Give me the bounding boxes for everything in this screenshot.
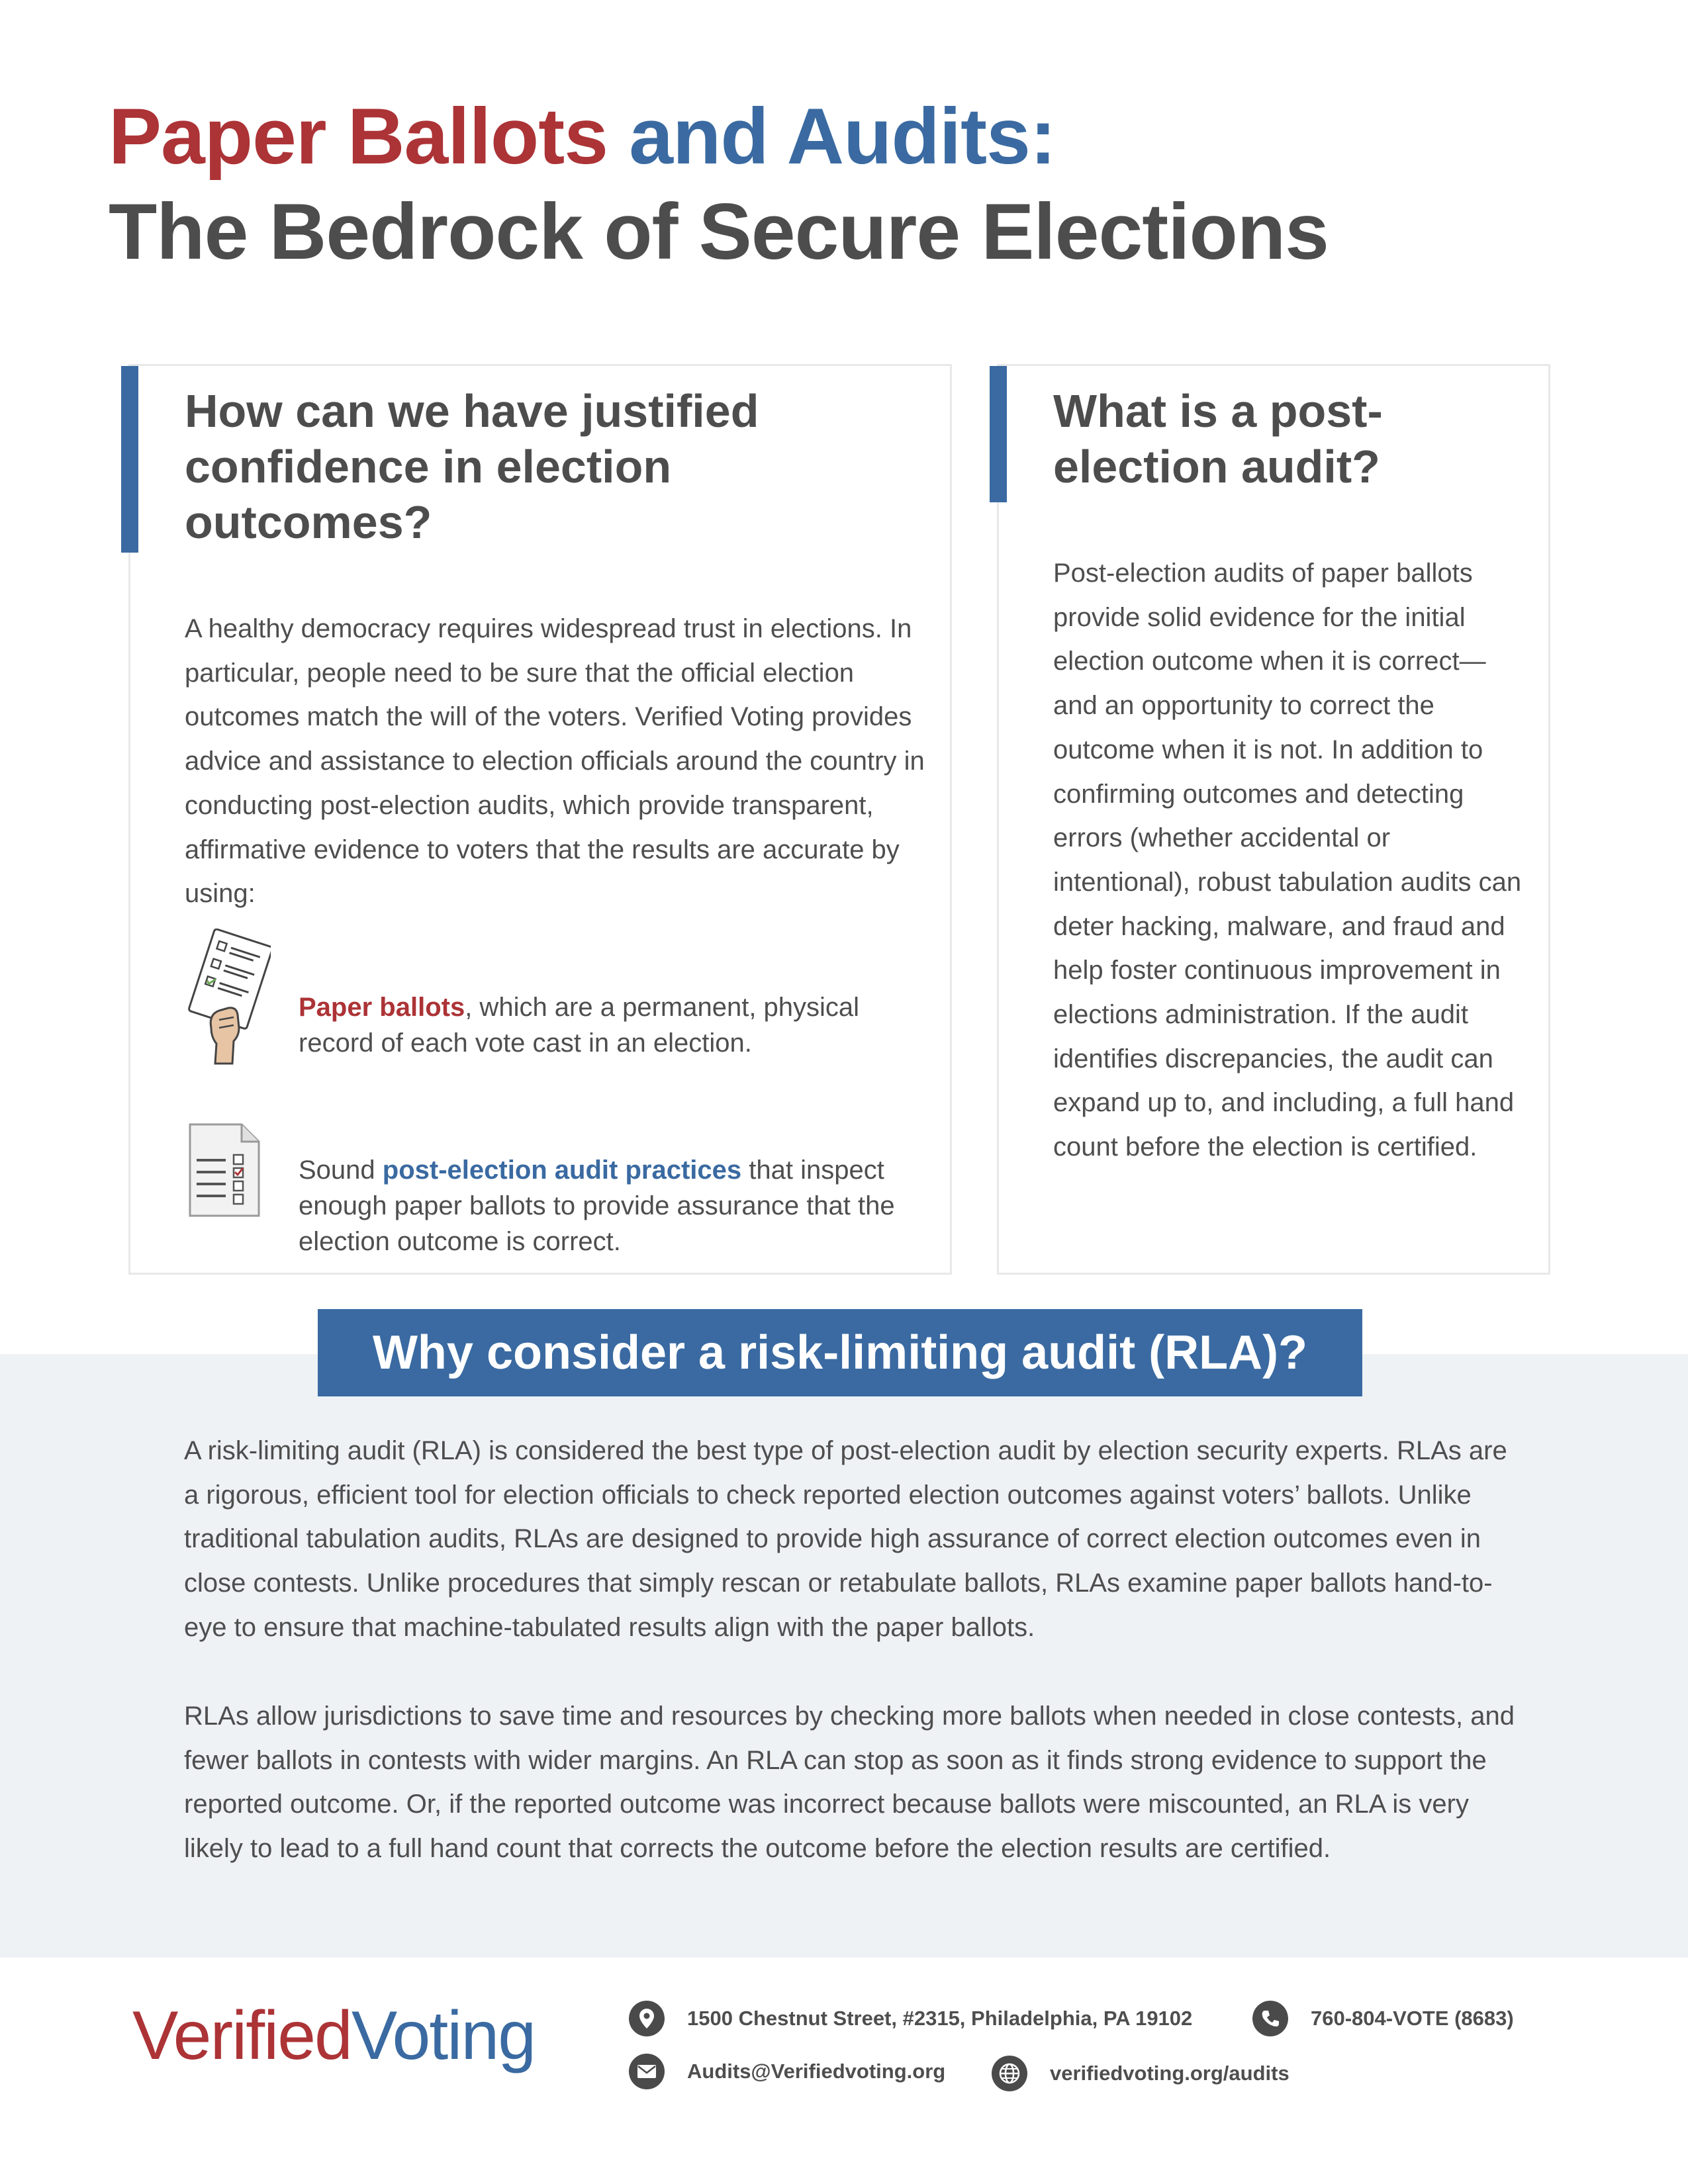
paper-ballots-text — [299, 989, 927, 1061]
verified-voting-logo — [132, 1996, 535, 2075]
audit-practices-prefix: Sound — [299, 1156, 383, 1185]
audit-body: Post-election audits of paper ballots provide solid evidence for the initial election outcome when it is correct—and an opportunity to correct the outcome when it is not. In addition to confirming outcomes and detecting errors (whether accidental or intentional), robust tabulation audits can deter hacking, malware, and fraud and help foster continuous improvement in elections administration. If the audit identifies discrepancies, the audit can expand up to, and including, a full hand count before the election is certified. — [1053, 559, 1522, 1162]
checklist-document-icon — [185, 1120, 264, 1223]
paper-ballots-description: , which are a permanent, physical record of each vote cast in an election. — [299, 993, 860, 1058]
rla-heading: Why consider a risk-limiting audit (RLA)? — [318, 1309, 1362, 1396]
confidence-card — [128, 364, 952, 1275]
contact-website[interactable] — [992, 2056, 1289, 2091]
paper-ballots-highlight: Paper ballots — [299, 993, 465, 1022]
audit-practices-highlight: post-election audit practices — [382, 1156, 742, 1185]
hand-holding-ballot-icon — [185, 929, 271, 1071]
phone-text[interactable]: 760-804-VOTE (8683) — [1311, 2007, 1514, 2030]
title-subline: The Bedrock of Secure Elections — [109, 187, 1329, 276]
audit-practices-description: that inspect enough paper ballots to provide assurance that the election outcome is correct. — [299, 1156, 895, 1256]
card-accent-bar — [990, 366, 1007, 502]
audit-practices-feature — [185, 1120, 926, 1256]
contact-address — [629, 2001, 1192, 2036]
phone-icon — [1252, 2001, 1288, 2036]
page-title — [109, 92, 1329, 276]
logo-voting: Voting — [351, 1997, 536, 2074]
card-accent-bar — [121, 366, 138, 553]
audit-practices-text — [299, 1152, 927, 1259]
confidence-body: A healthy democracy requires widespread trust in elections. In particular, people need to be sure that the official election outcomes match the will of the voters. Verified Voting provides advice and assistance to election officials around the country in conducting post-election audits, which provide transparent, affirmative evidence to voters that the results are accurate by using: — [185, 614, 925, 909]
confidence-heading: How can we have justified confidence in election outcomes? — [185, 385, 759, 548]
logo-verified: Verified — [132, 1997, 352, 2074]
globe-icon — [992, 2056, 1027, 2091]
audit-heading: What is a post-election audit? — [1053, 385, 1383, 492]
rla-section — [0, 1354, 1688, 1958]
title-part-red: Paper Ballots — [109, 92, 608, 181]
website-link[interactable]: verifiedvoting.org/audits — [1050, 2062, 1289, 2085]
rla-paragraph-1: A risk-limiting audit (RLA) is considered the best type of post-election audit by election security experts. RLAs are a rigorous, efficient tool for election officials to check reported election outcomes against voters’ ballots. Unlike traditional tabulation audits, RLAs are designed to provide high assurance of correct election outcomes even in close contests. Unlike procedures that simply rescan or retabulate ballots, RLAs examine paper ballots hand-to-eye to ensure that machine-tabulated results align with the paper ballots. — [184, 1436, 1507, 1642]
envelope-icon — [629, 2054, 665, 2089]
location-pin-icon — [629, 2001, 665, 2036]
address-text: 1500 Chestnut Street, #2315, Philadelphia, PA 19102 — [687, 2007, 1193, 2030]
email-link[interactable]: Audits@Verifiedvoting.org — [687, 2060, 946, 2083]
paper-ballots-feature — [185, 929, 926, 1058]
contact-email[interactable] — [629, 2054, 945, 2089]
contact-phone[interactable] — [1252, 2001, 1514, 2036]
rla-paragraph-2: RLAs allow jurisdictions to save time and resources by checking more ballots when needed in close contests, and fewer ballots in contests with wider margins. An RLA can stop as soon as it finds strong evidence to support the reported outcome. Or, if the reported outcome was incorrect because ballots were miscounted, an RLA is very likely to lead to a full hand count that corrects the outcome before the election results are certified. — [184, 1702, 1515, 1864]
post-election-audit-card — [997, 364, 1550, 1275]
title-part-blue: and Audits: — [607, 92, 1056, 181]
